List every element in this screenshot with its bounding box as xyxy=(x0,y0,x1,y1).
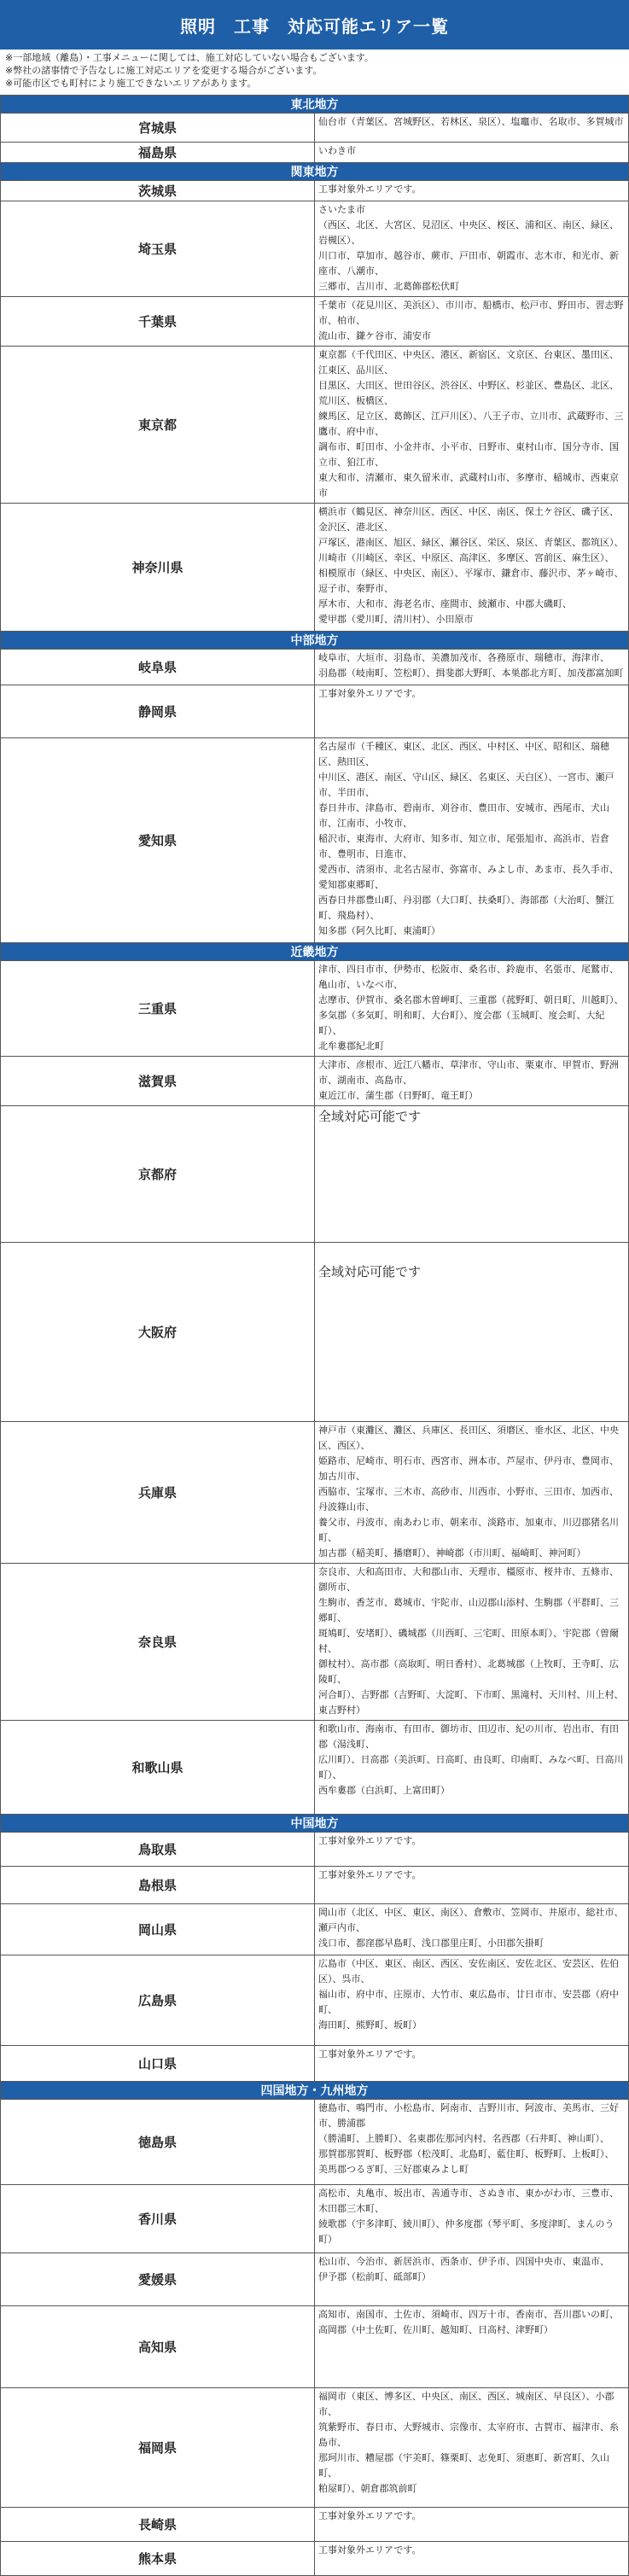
prefecture-name: 鳥取県 xyxy=(1,1833,315,1867)
note-line: ※可能市区でも町村により施工できないエリアがあります。 xyxy=(5,78,257,89)
area-table xyxy=(0,95,629,2576)
prefecture-name: 愛知県 xyxy=(1,738,315,943)
prefecture-name: 高知県 xyxy=(1,2306,315,2388)
prefecture-row xyxy=(1,650,629,685)
page-title: 照明 工事 対応可能エリア一覧 xyxy=(0,0,629,50)
region-name: 近畿地方 xyxy=(1,943,629,961)
city-list: 工事対象外エリアです。 xyxy=(315,2508,629,2542)
city-list: 神戸市（東灘区、灘区、兵庫区、長田区、須磨区、垂水区、北区、中央区、西区）、 姫路市、尼崎市、明石市、西宮市、洲本市、芦屋市、伊丹市、豊岡市、加古川市、 西脇市、宝塚市、三木市、高砂市、川西市、小野市、三田市、加西市、丹波篠山市、 養父市、丹波市、南あわじ市、朝来市、淡路市、加東市、川辺郡猪名川町、 加古郡（稲美町、播磨町）、神崎郡（市川町、福崎町、神河町） xyxy=(315,1422,629,1564)
prefecture-name: 広島県 xyxy=(1,1955,315,2046)
prefecture-row xyxy=(1,2253,629,2306)
prefecture-row xyxy=(1,2100,629,2185)
prefecture-name: 兵庫県 xyxy=(1,1422,315,1564)
prefecture-row xyxy=(1,1867,629,1904)
note-line: ※弊社の諸事情で予告なしに施工対応エリアを変更する場合がございます。 xyxy=(5,65,323,76)
city-list: 千葉市（花見川区、美浜区）、市川市、船橋市、松戸市、野田市、習志野市、柏市、 流山市、鎌ケ谷市、浦安市 xyxy=(315,297,629,347)
prefecture-name: 熊本県 xyxy=(1,2542,315,2576)
prefecture-name: 茨城県 xyxy=(1,181,315,201)
prefecture-name: 香川県 xyxy=(1,2185,315,2253)
prefecture-name: 大阪府 xyxy=(1,1243,315,1422)
prefecture-row xyxy=(1,2306,629,2388)
prefecture-row xyxy=(1,1833,629,1867)
region-name: 四国地方・九州地方 xyxy=(1,2082,629,2100)
prefecture-row xyxy=(1,114,629,143)
city-list: 工事対象外エリアです。 xyxy=(315,2542,629,2576)
city-list: 仙台市（青葉区、宮城野区、若林区、泉区）、塩竈市、名取市、多賀城市 xyxy=(315,114,629,143)
prefecture-name: 長崎県 xyxy=(1,2508,315,2542)
prefecture-row xyxy=(1,201,629,297)
city-list: いわき市 xyxy=(315,143,629,163)
region-header-row xyxy=(1,632,629,650)
prefecture-name: 埼玉県 xyxy=(1,201,315,297)
prefecture-name: 神奈川県 xyxy=(1,504,315,632)
prefecture-row xyxy=(1,2508,629,2542)
city-list: 徳島市、鳴門市、小松島市、阿南市、吉野川市、阿波市、美馬市、三好市、勝浦郡 （勝浦町、上勝町）、名東郡佐那河内村、名西郡（石井町、神山町）、 那賀郡那賀町、板野郡（松茂町、北島町、藍住町、板野町、上板町）、 美馬郡つるぎ町、三好郡東みよし町 xyxy=(315,2100,629,2185)
prefecture-name: 宮城県 xyxy=(1,114,315,143)
prefecture-row xyxy=(1,961,629,1057)
city-list: 全域対応可能です xyxy=(315,1106,629,1243)
note-line: ※一部地域（離島）・工事メニューに関しては、施工対応していない場合もございます。 xyxy=(5,52,374,63)
region-header-row xyxy=(1,943,629,961)
prefecture-row xyxy=(1,504,629,632)
city-list: 工事対象外エリアです。 xyxy=(315,2046,629,2082)
region-name: 関東地方 xyxy=(1,163,629,181)
prefecture-name: 福島県 xyxy=(1,143,315,163)
prefecture-name: 福岡県 xyxy=(1,2388,315,2508)
city-list: 工事対象外エリアです。 xyxy=(315,1833,629,1867)
city-list: 横浜市（鶴見区、神奈川区、西区、中区、南区、保土ケ谷区、磯子区、金沢区、港北区、 戸塚区、港南区、旭区、緑区、瀬谷区、栄区、泉区、青葉区、都筑区）、 川崎市（川崎区、幸区、中原区、高津区、多摩区、宮前区、麻生区）、 相模原市（緑区、中央区、南区）、平塚市、鎌倉市、藤沢市、茅ヶ崎市、逗子市、秦野市、 厚木市、大和市、海老名市、座間市、綾瀬市、中郡大磯町、 愛甲郡（愛川町、清川村）、小田原市 xyxy=(315,504,629,632)
prefecture-name: 静岡県 xyxy=(1,685,315,738)
city-list: 岡山市（北区、中区、東区、南区）、倉敷市、笠岡市、井原市、総社市、瀬戸内市、 浅口市、都窪郡早島町、浅口郡里庄町、小田郡矢掛町 xyxy=(315,1904,629,1955)
prefecture-name: 千葉県 xyxy=(1,297,315,347)
prefecture-row xyxy=(1,1057,629,1106)
city-list: 工事対象外エリアです。 xyxy=(315,685,629,738)
city-list: 奈良市、大和高田市、大和郡山市、天理市、橿原市、桜井市、五條市、御所市、 生駒市、香芝市、葛城市、宇陀市、山辺郡山添村、生駒郡（平群町、三郷町、 斑鳩町、安堵町）、磯城郡（川西町、三宅町、田原本町）、宇陀郡（曽爾村、 御杖村）、高市郡（高取町、明日香村）、北葛城郡（上牧町、王寺町、広陵町、 河合町）、吉野郡（吉野町、大淀町、下市町、黒滝村、天川村、川上村、 東吉野村） xyxy=(315,1564,629,1721)
city-list: 広島市（中区、東区、南区、西区、安佐南区、安佐北区、安芸区、佐伯区）、呉市、 福山市、府中市、庄原市、大竹市、東広島市、廿日市市、安芸郡（府中町、 海田町、熊野町、坂町） xyxy=(315,1955,629,2046)
prefecture-row xyxy=(1,181,629,201)
city-list: 高松市、丸亀市、坂出市、善通寺市、さぬき市、東かがわ市、三豊市、木田郡三木町、 綾歌郡（宇多津町、綾川町）、仲多度郡（琴平町、多度津町、まんのう町） xyxy=(315,2185,629,2253)
region-name: 中部地方 xyxy=(1,632,629,650)
prefecture-name: 岡山県 xyxy=(1,1904,315,1955)
prefecture-row xyxy=(1,297,629,347)
city-list: 工事対象外エリアです。 xyxy=(315,181,629,201)
prefecture-row xyxy=(1,1955,629,2046)
city-list: 高知市、南国市、土佐市、須崎市、四万十市、香南市、吾川郡いの町、 高岡郡（中土佐町、佐川町、越知町、日高村、津野町） xyxy=(315,2306,629,2388)
prefecture-row xyxy=(1,1422,629,1564)
prefecture-name: 徳島県 xyxy=(1,2100,315,2185)
prefecture-row xyxy=(1,2185,629,2253)
prefecture-row xyxy=(1,2542,629,2576)
city-list: 和歌山市、海南市、有田市、御坊市、田辺市、紀の川市、岩出市、有田郡（湯浅町、 広川町）、日高郡（美浜町、日高町、由良町、印南町、みなべ町、日高川町）、 西牟婁郡（白浜町、上富田町） xyxy=(315,1721,629,1815)
prefecture-row xyxy=(1,685,629,738)
prefecture-row xyxy=(1,2388,629,2508)
city-list: 名古屋市（千種区、東区、北区、西区、中村区、中区、昭和区、瑞穂区、熱田区、 中川区、港区、南区、守山区、緑区、名東区、天白区）、一宮市、瀬戸市、半田市、 春日井市、津島市、碧南市、刈谷市、豊田市、安城市、西尾市、犬山市、江南市、小牧市、 稲沢市、東海市、大府市、知多市、知立市、尾張旭市、高浜市、岩倉市、豊明市、日進市、 愛西市、清須市、北名古屋市、弥富市、みよし市、あま市、長久手市、愛知郡東郷町、 西春日井郡豊山町、丹羽郡（大口町、扶桑町）、海部郡（大治町、蟹江町、飛島村）、 知多郡（阿久比町、東浦町） xyxy=(315,738,629,943)
notes xyxy=(0,50,629,95)
region-header-row xyxy=(1,1815,629,1833)
region-name: 中国地方 xyxy=(1,1815,629,1833)
prefecture-name: 愛媛県 xyxy=(1,2253,315,2306)
prefecture-name: 三重県 xyxy=(1,961,315,1057)
city-list: 松山市、今治市、新居浜市、西条市、伊予市、四国中央市、東温市、 伊予郡（松前町、砥部町） xyxy=(315,2253,629,2306)
city-list: 大津市、彦根市、近江八幡市、草津市、守山市、栗東市、甲賀市、野洲市、湖南市、高島市、 東近江市、蒲生郡（日野町、竜王町） xyxy=(315,1057,629,1106)
city-list: 東京都（千代田区、中央区、港区、新宿区、文京区、台東区、墨田区、江東区、品川区、 目黒区、大田区、世田谷区、渋谷区、中野区、杉並区、豊島区、北区、荒川区、板橋区、 練馬区、足立区、葛飾区、江戸川区）、八王子市、立川市、武蔵野市、三鷹市、府中市、 調布市、町田市、小金井市、小平市、日野市、東村山市、国分寺市、国立市、狛江市、 東大和市、清瀬市、東久留米市、武蔵村山市、多摩市、稲城市、西東京市 xyxy=(315,347,629,504)
prefecture-row xyxy=(1,1904,629,1955)
prefecture-row xyxy=(1,1564,629,1721)
city-list: 全域対応可能です xyxy=(315,1243,629,1422)
prefecture-name: 和歌山県 xyxy=(1,1721,315,1815)
prefecture-row xyxy=(1,1721,629,1815)
prefecture-row xyxy=(1,347,629,504)
region-header-row xyxy=(1,2082,629,2100)
city-list: 津市、四日市市、伊勢市、松阪市、桑名市、鈴鹿市、名張市、尾鷲市、亀山市、いなべ市、 志摩市、伊賀市、桑名郡木曽岬町、三重郡（菰野町、朝日町、川越町）、 多気郡（多気町、明和町、大台町）、度会郡（玉城町、度会町、大紀町）、 北牟婁郡紀北町 xyxy=(315,961,629,1057)
area-table-body xyxy=(1,96,629,2576)
prefecture-row xyxy=(1,143,629,163)
city-list: さいたま市 （西区、北区、大宮区、見沼区、中央区、桜区、浦和区、南区、緑区、岩槻区）、 川口市、草加市、越谷市、蕨市、戸田市、朝霞市、志木市、和光市、新座市、八潮市、 三郷市、吉川市、北葛飾郡松伏町 xyxy=(315,201,629,297)
prefecture-row xyxy=(1,1243,629,1422)
prefecture-name: 京都府 xyxy=(1,1106,315,1243)
city-list: 福岡市（東区、博多区、中央区、南区、西区、城南区、早良区）、小郡市、 筑紫野市、春日市、大野城市、宗像市、太宰府市、古賀市、福津市、糸島市、 那珂川市、糟屋郡（宇美町、篠栗町、志免町、須惠町、新宮町、久山町、 粕屋町）、朝倉郡筑前町 xyxy=(315,2388,629,2508)
region-header-row xyxy=(1,96,629,114)
prefecture-name: 島根県 xyxy=(1,1867,315,1904)
prefecture-name: 岐阜県 xyxy=(1,650,315,685)
prefecture-row xyxy=(1,1106,629,1243)
prefecture-row xyxy=(1,738,629,943)
city-list: 岐阜市、大垣市、羽島市、美濃加茂市、各務原市、瑞穂市、海津市、 羽島郡（岐南町、笠松町）、揖斐郡大野町、本巣郡北方町、加茂郡富加町 xyxy=(315,650,629,685)
prefecture-row xyxy=(1,2046,629,2082)
region-header-row xyxy=(1,163,629,181)
prefecture-name: 滋賀県 xyxy=(1,1057,315,1106)
prefecture-name: 山口県 xyxy=(1,2046,315,2082)
prefecture-name: 奈良県 xyxy=(1,1564,315,1721)
city-list: 工事対象外エリアです。 xyxy=(315,1867,629,1904)
prefecture-name: 東京都 xyxy=(1,347,315,504)
region-name: 東北地方 xyxy=(1,96,629,114)
